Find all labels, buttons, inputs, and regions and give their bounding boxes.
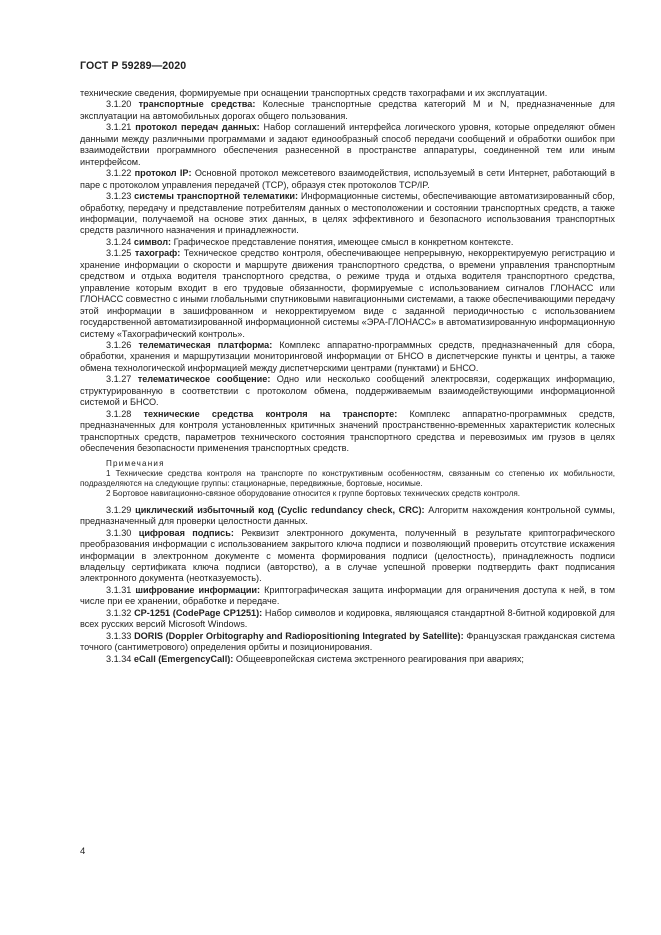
page-number: 4 [80, 846, 86, 857]
definition-term: телематическая платформа: [138, 339, 273, 350]
definition-term: DORIS (Doppler Orbitography and Radiopositioning Integrated by Satellite): [134, 630, 464, 641]
definition-term: символ: [133, 236, 172, 247]
definition-number: 3.1.22 [106, 168, 132, 179]
definition-text: Колесные транспортные средства категорий M и N, предназначенные для эксплуатации на автомобильных дорогах общего пользования. [80, 99, 615, 121]
definition-paragraph [80, 122, 615, 168]
definition-term: цифровая подпись: [138, 527, 234, 538]
definition-text: Криптографическая защита информации для ограничения доступа к ней, в том числе при ее хранении, обработке и передаче. [80, 584, 615, 607]
notes-title: Примечания [106, 458, 165, 468]
note-item: 1 Технические средства контроля на транспорте по конструктивным особенностям, связанным со степенью их мобильности, подразделяются на следующие группы: стационарные, передвижные, бортовые, носимые. [80, 468, 615, 489]
definition-number: 3.1.24 [106, 236, 132, 247]
definition-paragraph [80, 248, 615, 340]
definition-text: Набор символов и кодировка, являющаяся стандартной 8-битной кодировкой для всех русских версий Microsoft Windows. [80, 607, 615, 630]
definition-number: 3.1.33 [106, 630, 132, 641]
definition-text: Французская гражданская система точного (сантиметрового) определения орбиты и позиционирования. [80, 630, 615, 653]
definition-term: технические средства контроля на транспорте: [143, 408, 398, 419]
definition-text: Техническое средство контроля, обеспечивающее непрерывную, некорректируемую регистрацию и хранение информации о скорости и маршруте движения транспортного средства, о времени управления транспортным средством и отдыха водителя транспортного средства, о режиме труда и отдыха водителя транспортного средства, управление которым входит в его трудовые обязанности, формируемые с использованием сигналов ГЛОНАСС или ГЛОНАСС совместно с иными глобальными спутниковыми навигационными системами, а также обеспечивающими передачу этой информации в зашифрованном и некорректируемом виде с заданной периодичностью с использованием государственной автоматизированной информационной системы «ЭРА-ГЛОНАСС» в автоматизированную информационную систему «Тахографический контроль». [80, 248, 615, 339]
definition-number: 3.1.30 [106, 527, 132, 538]
definition-term: протокол передач данных: [135, 122, 260, 133]
definitions-list-b [80, 505, 615, 665]
definition-paragraph [80, 99, 615, 122]
definition-number: 3.1.29 [106, 504, 132, 515]
definition-term: системы транспортной телематики: [134, 191, 299, 202]
definitions-list-a [80, 99, 615, 454]
definition-number: 3.1.23 [106, 191, 132, 202]
definition-paragraph [80, 191, 615, 237]
definition-number: 3.1.27 [106, 374, 132, 385]
definition-text: Реквизит электронного документа, полученный в результате криптографического преобразования информации с использованием закрытого ключа подписи и позволяющий проверить отсутствие искажения информации в электронном документе с момента формирования подписи (целостность), принадлежность подписи владельцу сертификата ключа подписи (авторство), а в случае успешной проверки подтвердить факт подписания электронного документа (неотказуемость). [80, 527, 615, 584]
definition-number: 3.1.20 [106, 99, 132, 110]
document-header: ГОСТ Р 59289—2020 [80, 60, 187, 72]
definition-number: 3.1.26 [106, 339, 132, 350]
definition-term: CP-1251 (CodePage CP1251): [134, 607, 263, 618]
continuation-paragraph: технические сведения, формируемые при оснащении транспортных средств тахографами и их эксплуатации. [80, 88, 548, 98]
definition-paragraph [80, 374, 615, 408]
definition-text: Графическое представление понятия, имеющее смысл в конкретном контексте. [173, 236, 514, 247]
definition-term: тахограф: [134, 248, 181, 259]
definition-paragraph [80, 528, 615, 585]
definition-term: телематическое сообщение: [137, 374, 271, 385]
definition-term: eCall (EmergencyCall): [133, 653, 234, 664]
definition-term: циклический избыточный код (Cyclic redundancy check, CRC): [135, 504, 425, 515]
definition-term: шифрование информации: [135, 584, 261, 595]
definition-number: 3.1.34 [106, 653, 132, 664]
definition-text: Комплекс аппаратно-программных средств, предназначенных для контроля установленных критичных значений пространственно-временных характеристик колесных транспортных средств, параметров технического состояния транспортного средства и перевозимых им грузов в целях обеспечения безопасности применения транспортных средств. [80, 408, 615, 454]
definition-number: 3.1.31 [106, 584, 132, 595]
note-item: 2 Бортовое навигационно-связное оборудование относится к группе бортовых технических средств контроля. [106, 489, 520, 499]
definition-paragraph [80, 608, 615, 631]
definition-paragraph [80, 505, 615, 528]
notes-block [80, 459, 615, 500]
definition-term: транспортные средства: [138, 99, 256, 110]
definition-number: 3.1.28 [106, 408, 132, 419]
definition-term: протокол IP: [134, 168, 192, 179]
definition-paragraph [80, 409, 615, 455]
definition-text: Комплекс аппаратно-программных средств, предназначенный для сбора, обработки, хранения и маршрутизации мониторинговой информации от БНСО в диспетчерские пункты и центры, а также обмена технологической информацией между диспетчерскими центрами (пунктами) и БНСО. [80, 339, 615, 373]
definition-text: Информационные системы, обеспечивающие автоматизированный сбор, обработку, передачу и представление потребителям данных о местоположении и состоянии транспортных средств, а также информации, получаемой на основе этих данных, в целях эффективного и безопасного использования транспортных средств различного назначения и принадлежности. [80, 191, 615, 236]
definition-paragraph [80, 340, 615, 374]
definition-number: 3.1.25 [106, 248, 132, 259]
definition-text: Общеевропейская система экстренного реагирования при авариях; [235, 653, 524, 664]
definition-text: Набор соглашений интерфейса логического уровня, которые определяют обмен данными между различными программами и задают единообразный способ передачи сообщений и обработки ошибок при взаимодействии программного обеспечения разнесенной в пространстве аппаратуры, соединенной тем или иным интерфейсом. [80, 122, 615, 167]
definition-number: 3.1.32 [106, 607, 132, 618]
definition-text: Основной протокол межсетевого взаимодействия, используемый в сети Интернет, работающий в паре с протоколом управления передачей (TCP), образуя стек протоколов TCP/IP. [80, 168, 615, 190]
definition-paragraph [80, 585, 615, 608]
definition-number: 3.1.21 [106, 122, 132, 133]
definition-paragraph [80, 654, 615, 665]
definition-paragraph [80, 168, 615, 191]
definition-paragraph [80, 631, 615, 654]
definition-text: Одно или несколько сообщений электросвязи, содержащих информацию, структурированную в соответствии с протоколом обмена, поддерживаемым взаимодействующими информационной системой и БНСО. [80, 374, 615, 408]
document-body [80, 88, 615, 665]
definition-paragraph [80, 237, 615, 248]
definition-text: Алгоритм нахождения контрольной суммы, предназначенный для проверки целостности данных. [80, 504, 615, 527]
